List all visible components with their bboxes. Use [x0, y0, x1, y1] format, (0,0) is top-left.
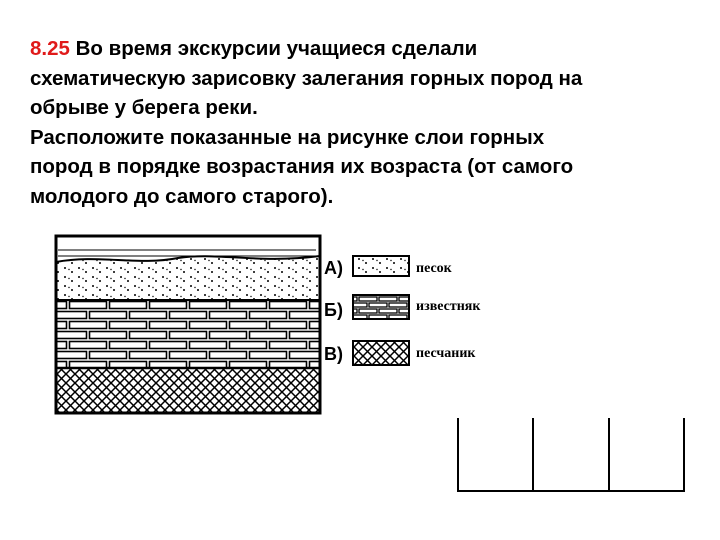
- legend-item-c: [324, 341, 476, 365]
- cliff-section: [56, 236, 320, 413]
- task-number: 8.25: [30, 37, 70, 60]
- answer-cells: [458, 419, 684, 491]
- task-line-4: Расположите показанные на рисунке слои горных: [30, 125, 545, 149]
- sandstone-layer: [56, 368, 320, 413]
- answer-cell-1[interactable]: [458, 419, 533, 491]
- legend-swatch-sand: [353, 256, 409, 276]
- legend-item-b: [324, 295, 481, 320]
- rock-layers-figure: [48, 230, 518, 420]
- limestone-layer: [56, 300, 320, 368]
- task-line-5: пород в порядке возрастания их возраста (от самого: [30, 155, 574, 178]
- answer-table: [456, 418, 686, 494]
- legend-letter-a: А): [324, 258, 343, 278]
- legend-label-limestone: известняк: [416, 299, 481, 314]
- task-line-2: схематическую зарисовку залегания горных пород на: [30, 66, 583, 90]
- task-line-6: молодого до самого старого).: [30, 184, 334, 208]
- legend-item-a: [324, 256, 453, 278]
- legend-letter-b: Б): [324, 300, 343, 320]
- legend-label-sandstone: песчаник: [416, 346, 476, 361]
- legend-swatch-limestone: [353, 295, 409, 319]
- task-text: [30, 34, 690, 211]
- top-soil-layer: [56, 236, 320, 258]
- legend: [324, 256, 481, 365]
- task-line-3: обрыве у берега реки.: [30, 96, 258, 119]
- answer-cell-2[interactable]: [533, 419, 609, 491]
- legend-label-sand: песок: [416, 261, 452, 276]
- task-line-1-text: Во время экскурсии учащиеся сделали: [69, 37, 478, 60]
- sand-layer: [56, 256, 320, 300]
- legend-letter-c: В): [324, 344, 343, 364]
- answer-cell-3[interactable]: [609, 419, 684, 491]
- legend-swatch-sandstone: [353, 341, 409, 365]
- task-line-1: [30, 34, 690, 64]
